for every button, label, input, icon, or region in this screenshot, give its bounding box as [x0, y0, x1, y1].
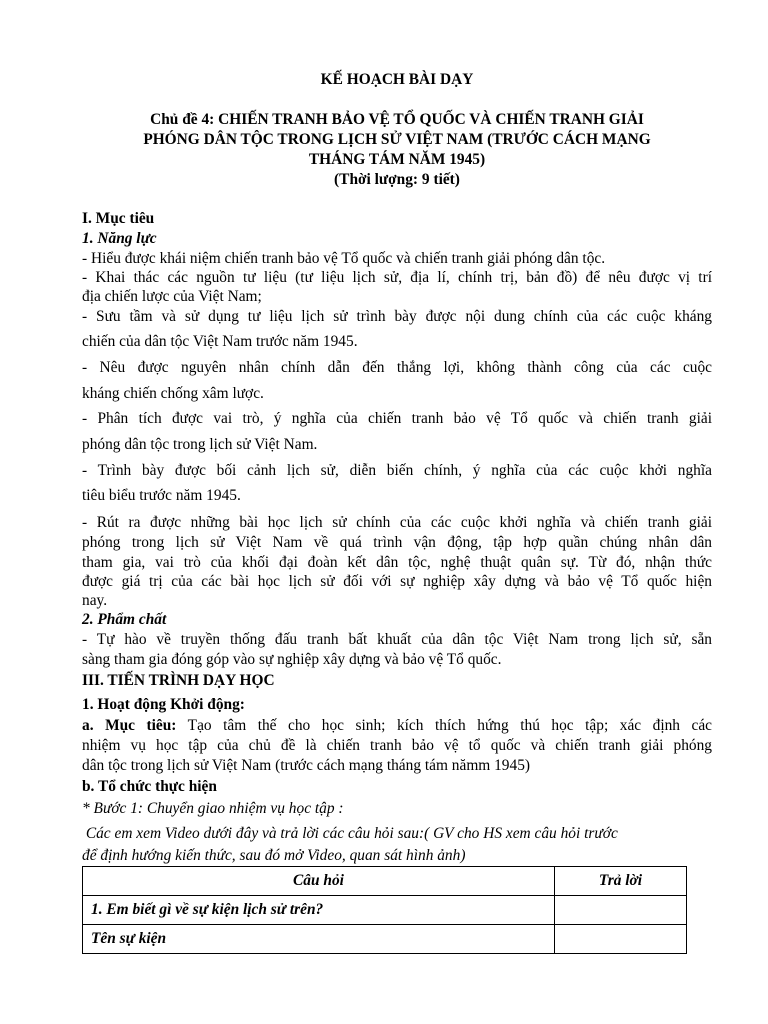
table-row: [83, 896, 687, 925]
goal-label: a. Mục tiêu:: [82, 717, 177, 734]
organize-heading: b. Tổ chức thực hiện: [82, 778, 217, 795]
objective-line: - Hiểu được khái niệm chiến tranh bảo vệ Tổ quốc và chiến tranh giải phóng dân tộc.: [82, 250, 606, 267]
objective-line: địa chiến lược của Việt Nam;: [82, 288, 262, 305]
objective-line: - Sưu tầm và sử dụng tư liệu lịch sử trình bày được nội dung chính của các cuộc kháng: [82, 308, 712, 325]
topic-line-1: Chủ đề 4: CHIẾN TRANH BẢO VỆ TỔ QUỐC VÀ CHIẾN TRANH GIẢI: [150, 111, 644, 128]
topic-line-3: THÁNG TÁM NĂM 1945): [308, 151, 486, 168]
goal-line-2: nhiệm vụ học tập của chủ đề là chiến tranh bảo vệ tổ quốc và chiến tranh giải phóng: [82, 737, 712, 754]
objective-line: phóng dân tộc trong lịch sử Việt Nam.: [82, 436, 318, 453]
answer-cell: [555, 896, 687, 925]
objective-line: - Nêu được nguyên nhân chính dẫn đến thắng lợi, không thành công của các cuộc: [82, 359, 712, 376]
subheading-quality: 2. Phẩm chất: [82, 611, 167, 628]
activity-heading: 1. Hoạt động Khởi động:: [82, 696, 245, 713]
quality-line: sàng tham gia đóng góp vào sự nghiệp xây dựng và bảo vệ Tổ quốc.: [82, 651, 502, 668]
objective-line: phóng trong lịch sử Việt Nam về quá trình vận động, tập hợp quần chúng nhân dân: [82, 534, 712, 551]
header-answer: Trả lời: [555, 867, 687, 896]
objective-line: nay.: [82, 592, 108, 609]
goal-line-3: dân tộc trong lịch sử Việt Nam (trước cách mạng tháng tám nămm 1945): [82, 757, 531, 774]
objective-line: tiêu biểu trước năm 1945.: [82, 487, 241, 504]
topic-line-2: PHÓNG DÂN TỘC TRONG LỊCH SỬ VIỆT NAM (TRƯỚC CÁCH MẠNG: [143, 131, 651, 148]
question-table: [82, 866, 687, 954]
instruction-line-1: Các em xem Video dưới đây và trả lời các câu hỏi sau:( GV cho HS xem câu hỏi trước: [82, 825, 618, 842]
objective-line: - Phân tích được vai trò, ý nghĩa của chiến tranh bảo vệ Tổ quốc và chiến tranh giải: [82, 410, 712, 427]
header-question: Câu hỏi: [83, 867, 555, 896]
goal-line-1: [82, 716, 712, 736]
objective-line: - Rút ra được những bài học lịch sử chính của các cuộc khởi nghĩa và chiến tranh giải: [82, 514, 712, 531]
goal-text: Tạo tâm thế cho học sinh; kích thích hứng thú học tập; xác định các: [176, 717, 712, 734]
objective-line: được giá trị của các bài học lịch sử đối với sự nghiệp xây dựng và bảo vệ Tổ quốc hiện: [82, 573, 712, 590]
question-cell: 1. Em biết gì về sự kiện lịch sử trên?: [83, 896, 555, 925]
objective-line: kháng chiến chống xâm lược.: [82, 385, 264, 402]
instruction-line-2: để định hướng kiến thức, sau đó mở Video, quan sát hình ảnh): [82, 847, 466, 864]
table-row: [83, 925, 687, 954]
doc-title: KẾ HOẠCH BÀI DẠY: [320, 71, 474, 88]
quality-line: - Tự hào về truyền thống đấu tranh bất khuất của dân tộc Việt Nam trong lịch sử, sẵn: [82, 631, 712, 648]
section-heading-process: III. TIẾN TRÌNH DẠY HỌC: [82, 672, 275, 689]
duration: (Thời lượng: 9 tiết): [334, 171, 460, 188]
objective-line: - Khai thác các nguồn tư liệu (tư liệu lịch sử, địa lí, chính trị, bản đồ) để nêu được vị trí: [82, 269, 712, 286]
section-heading-objectives: I. Mục tiêu: [82, 210, 155, 227]
step-1: * Bước 1: Chuyển giao nhiệm vụ học tập :: [82, 800, 344, 817]
answer-cell: [555, 925, 687, 954]
objective-line: tham gia, vai trò của khối đại đoàn kết dân tộc, nghệ thuật quân sự. Từ đó, nhận thức: [82, 554, 712, 571]
objective-line: - Trình bày được bối cảnh lịch sử, diễn biến chính, ý nghĩa của các cuộc khởi nghĩa: [82, 462, 712, 479]
question-cell: Tên sự kiện: [83, 925, 555, 954]
subheading-competence: 1. Năng lực: [82, 230, 157, 247]
table-header-row: [83, 867, 687, 896]
objective-line: chiến của dân tộc Việt Nam trước năm 1945.: [82, 333, 358, 350]
